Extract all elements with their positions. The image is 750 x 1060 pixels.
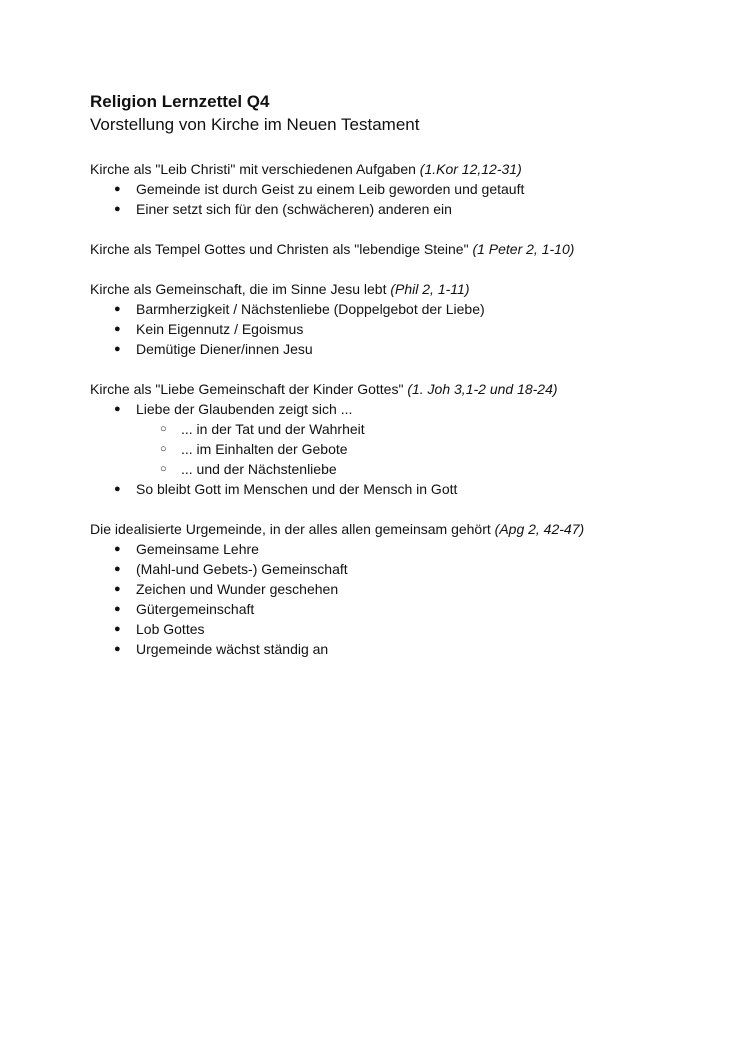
section-gemeinschaft [90,279,485,359]
bullet-icon: ● [114,583,121,595]
section-heading [90,159,524,179]
bullet-icon: ● [114,183,121,195]
list-item-text: Einer setzt sich für den (schwächeren) anderen ein [136,201,452,217]
section-urgemeinde [90,519,584,659]
bullet-list [90,539,584,659]
list-item [90,179,524,199]
section-heading [90,279,485,299]
bullet-list [90,399,558,499]
list-item [90,299,485,319]
document-title: Religion Lernzettel Q4 [90,92,270,111]
sub-bullet-list [136,419,558,479]
document-subtitle: Vorstellung von Kirche im Neuen Testament [90,115,420,134]
heading-text: Die idealisierte Urgemeinde, in der alles allen gemeinsam gehört [90,521,495,537]
list-item [90,579,584,599]
section-leib-christi [90,159,524,219]
sub-list-item-text: ... in der Tat und der Wahrheit [181,421,365,437]
list-item [90,339,485,359]
list-item-text: Kein Eigennutz / Egoismus [136,321,304,337]
sub-list-item-text: ... im Einhalten der Gebote [181,441,348,457]
bible-reference: (Phil 2, 1-11) [390,281,470,297]
section-tempel-gottes [90,239,574,259]
section-heading [90,379,558,399]
list-item [90,639,584,659]
heading-text: Kirche als Tempel Gottes und Christen als "lebendige Steine" [90,241,473,257]
list-item-text: Liebe der Glaubenden zeigt sich ... [136,401,353,417]
bible-reference: (Apg 2, 42-47) [494,521,585,537]
list-item-text: Gütergemeinschaft [136,601,255,617]
hollow-bullet-icon: ○ [160,463,167,475]
sub-list-item [136,459,558,479]
sub-list-item [136,419,558,439]
list-item-text: Lob Gottes [136,621,205,637]
heading-text: Kirche als Gemeinschaft, die im Sinne Jesu lebt [90,281,391,297]
section-heading [90,519,584,539]
bible-reference: (1.Kor 12,12-31) [419,161,522,177]
heading-text: Kirche als "Leib Christi" mit verschiedenen Aufgaben [90,161,420,177]
section-heading [90,239,574,259]
list-item [90,319,485,339]
bullet-list [90,179,524,219]
bullet-list [90,299,485,359]
bullet-icon: ● [114,643,121,655]
list-item [90,559,584,579]
bullet-icon: ● [114,323,121,335]
bullet-icon: ● [114,343,121,355]
section-kinder-gottes [90,379,558,499]
list-item-text: Zeichen und Wunder geschehen [136,581,339,597]
list-item-text: Urgemeinde wächst ständig an [136,641,329,657]
list-item-text: Gemeinsame Lehre [136,541,259,557]
list-item [90,599,584,619]
bullet-icon: ● [114,403,121,415]
list-item-text: So bleibt Gott im Menschen und der Mensch in Gott [136,481,458,497]
list-item-text: (Mahl-und Gebets-) Gemeinschaft [136,561,348,577]
list-item [90,199,524,219]
hollow-bullet-icon: ○ [160,423,167,435]
bullet-icon: ● [114,623,121,635]
bullet-icon: ● [114,543,121,555]
bullet-icon: ● [114,203,121,215]
bullet-icon: ● [114,483,121,495]
sub-list-item [136,439,558,459]
list-item-text: Gemeinde ist durch Geist zu einem Leib geworden und getauft [136,181,525,197]
list-item [90,479,558,499]
bible-reference: (1 Peter 2, 1-10) [472,241,575,257]
bullet-icon: ● [114,563,121,575]
list-item-text: Demütige Diener/innen Jesu [136,341,313,357]
sub-list-item-text: ... und der Nächstenliebe [181,461,337,477]
list-item [90,619,584,639]
bullet-icon: ● [114,303,121,315]
list-item-text: Barmherzigkeit / Nächstenliebe (Doppelgebot der Liebe) [136,301,485,317]
list-item [90,539,584,559]
bullet-icon: ● [114,603,121,615]
hollow-bullet-icon: ○ [160,443,167,455]
bible-reference: (1. Joh 3,1-2 und 18-24) [407,381,558,397]
heading-text: Kirche als "Liebe Gemeinschaft der Kinder Gottes" [90,381,408,397]
list-item [90,399,558,479]
